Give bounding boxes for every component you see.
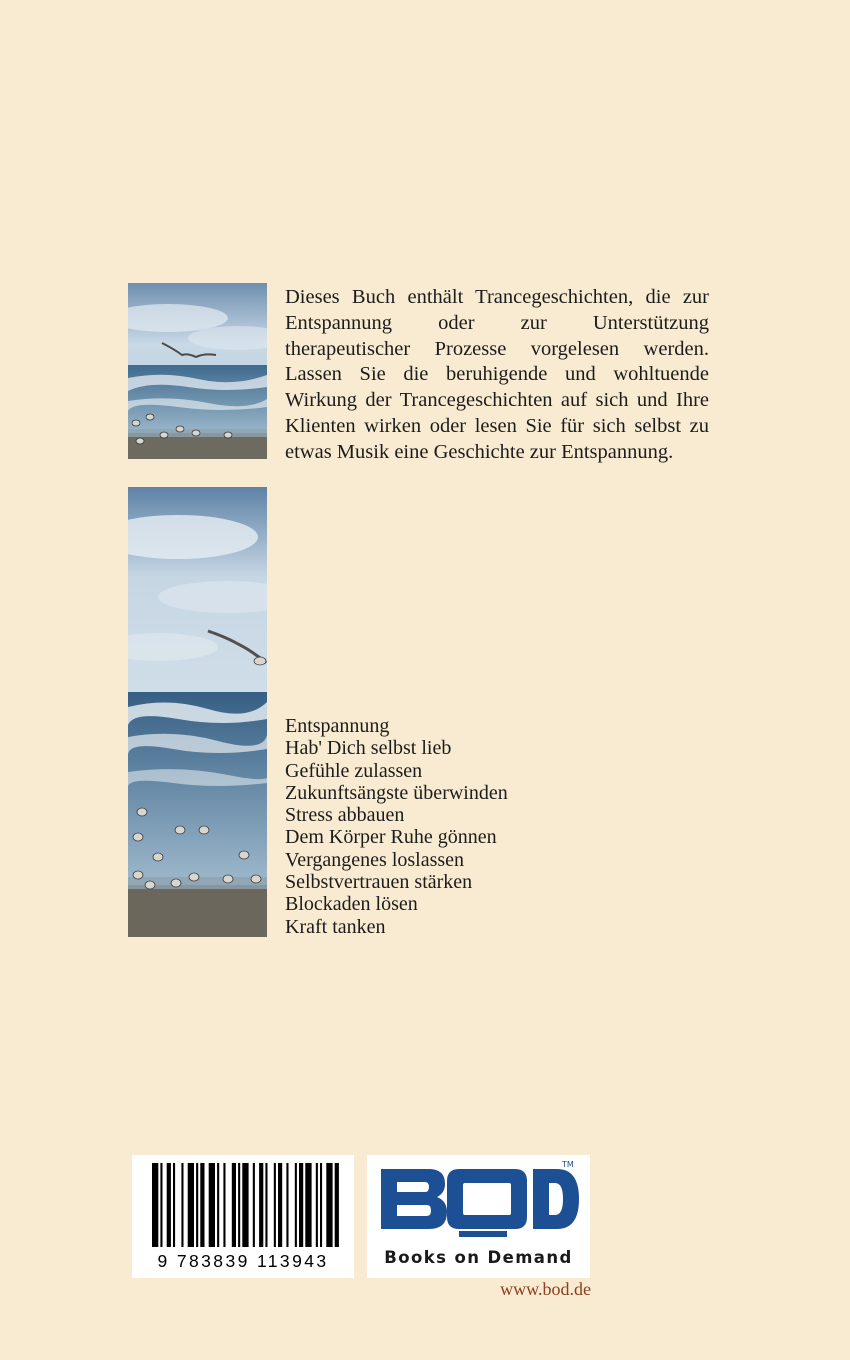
barcode-bar bbox=[320, 1163, 322, 1247]
list-item: Entspannung bbox=[285, 715, 390, 737]
beach-seagull-image-tall bbox=[128, 487, 267, 937]
barcode-bar bbox=[173, 1163, 175, 1247]
publisher-logo bbox=[367, 1155, 590, 1278]
barcode-bar bbox=[167, 1163, 171, 1247]
list-item: Blockaden lösen bbox=[285, 893, 418, 916]
bod-logo-icon bbox=[367, 1155, 590, 1247]
barcode-bar bbox=[295, 1163, 297, 1247]
barcode-bar bbox=[242, 1163, 248, 1247]
list-item: Vergangenes loslassen bbox=[285, 848, 465, 871]
barcode-bar bbox=[196, 1163, 198, 1247]
barcode-bar bbox=[223, 1163, 225, 1247]
barcode-bar bbox=[274, 1163, 276, 1247]
barcode-bar bbox=[253, 1163, 255, 1247]
barcode-bar bbox=[265, 1163, 267, 1247]
publisher-url[interactable]: www.bod.de bbox=[500, 1279, 591, 1299]
isbn-number: 9 783839 113943 bbox=[157, 1251, 329, 1271]
barcode-bar bbox=[188, 1163, 194, 1247]
barcode-bar bbox=[160, 1163, 162, 1247]
barcode-bar bbox=[286, 1163, 288, 1247]
barcode-bar bbox=[209, 1163, 215, 1247]
list-item: Hab' Dich selbst lieb bbox=[285, 737, 452, 760]
topics-list bbox=[285, 715, 625, 938]
list-item: Selbstvertrauen stärken bbox=[285, 871, 473, 894]
barcode-bar bbox=[305, 1163, 311, 1247]
barcode-bar bbox=[259, 1163, 263, 1247]
barcode-bar bbox=[326, 1163, 332, 1247]
barcode-bars bbox=[132, 1155, 354, 1251]
beach-photo-small bbox=[128, 283, 267, 459]
barcode-bar bbox=[232, 1163, 236, 1247]
list-item: Gefühle zulassen bbox=[285, 759, 423, 782]
barcode-bar bbox=[152, 1163, 158, 1247]
barcode-bar bbox=[238, 1163, 240, 1247]
beach-seagull-image bbox=[128, 283, 267, 459]
barcode-bar bbox=[299, 1163, 303, 1247]
list-item: Zukunftsängste überwinden bbox=[285, 781, 508, 804]
isbn-barcode bbox=[132, 1155, 354, 1278]
beach-photo-tall bbox=[128, 487, 267, 937]
barcode-bar bbox=[200, 1163, 204, 1247]
list-item: Kraft tanken bbox=[285, 915, 386, 938]
barcode-bar bbox=[278, 1163, 282, 1247]
publisher-tagline: Books on Demand bbox=[384, 1248, 573, 1267]
back-cover-blurb: Dieses Buch enthält Trancegeschichten, die zur Entspannung oder zur Unterstützung therapeutischer Prozesse vorgelesen werden. Lassen Sie die beruhigende und wohltuende Wirkung der Trancegeschichten auf sich und Ihre Klienten wirken oder lesen Sie für sich selbst zu etwas Musik eine Geschichte zur Entspannung. bbox=[285, 286, 709, 463]
barcode-bar bbox=[181, 1163, 183, 1247]
barcode-bar bbox=[217, 1163, 219, 1247]
list-item: Stress abbauen bbox=[285, 804, 405, 827]
trademark-mark: TM bbox=[562, 1160, 574, 1169]
barcode-bar bbox=[335, 1163, 339, 1247]
list-item: Dem Körper Ruhe gönnen bbox=[285, 826, 497, 849]
barcode-bar bbox=[316, 1163, 318, 1247]
